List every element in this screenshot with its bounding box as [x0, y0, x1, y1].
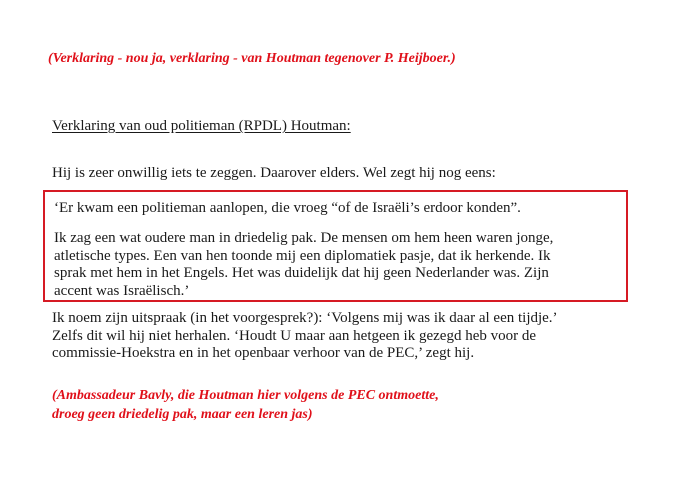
quote-paragraph-2: [54, 230, 553, 300]
quote-box: [43, 190, 628, 302]
note-line: (Ambassadeur Bavly, die Houtman hier volgens de PEC ontmoette,: [52, 388, 439, 403]
quote-line: accent was Israëlisch.’: [54, 282, 190, 299]
note-line: droeg geen driedelig pak, maar een leren jas): [52, 407, 313, 422]
text-line: Ik noem zijn uitspraak (in het voorgesprek?): ‘Volgens mij was ik daar al een tijdje.’: [52, 310, 558, 326]
intro-paragraph: Hij is zeer onwillig iets te zeggen. Daarover elders. Wel zegt hij nog eens:: [52, 165, 496, 181]
quote-line: Ik zag een wat oudere man in driedelig pak. De mensen om hem heen waren jonge,: [54, 230, 554, 246]
quote-paragraph-1: ‘Er kwam een politieman aanlopen, die vroeg “of de Israëli’s erdoor konden”.: [54, 200, 521, 216]
editor-note-bottom: [52, 386, 439, 424]
quote-line: atletische types. Een van hen toonde mij een diplomatiek pasje, dat ik herkende. Ik: [54, 247, 551, 264]
follow-up-paragraph: [52, 310, 558, 363]
section-heading: Verklaring van oud politieman (RPDL) Houtman:: [52, 118, 351, 134]
text-line: commissie-Hoekstra en in het openbaar verhoor van de PEC,’ zegt hij.: [52, 345, 475, 361]
quote-line: sprak met hem in het Engels. Het was duidelijk dat hij geen Nederlander was. Zijn: [54, 265, 549, 281]
text-line: Zelfs dit wil hij niet herhalen. ‘Houdt U maar aan hetgeen ik gezegd heb voor de: [52, 327, 536, 344]
editor-note-top: (Verklaring - nou ja, verklaring - van Houtman tegenover P. Heijboer.): [48, 51, 456, 66]
